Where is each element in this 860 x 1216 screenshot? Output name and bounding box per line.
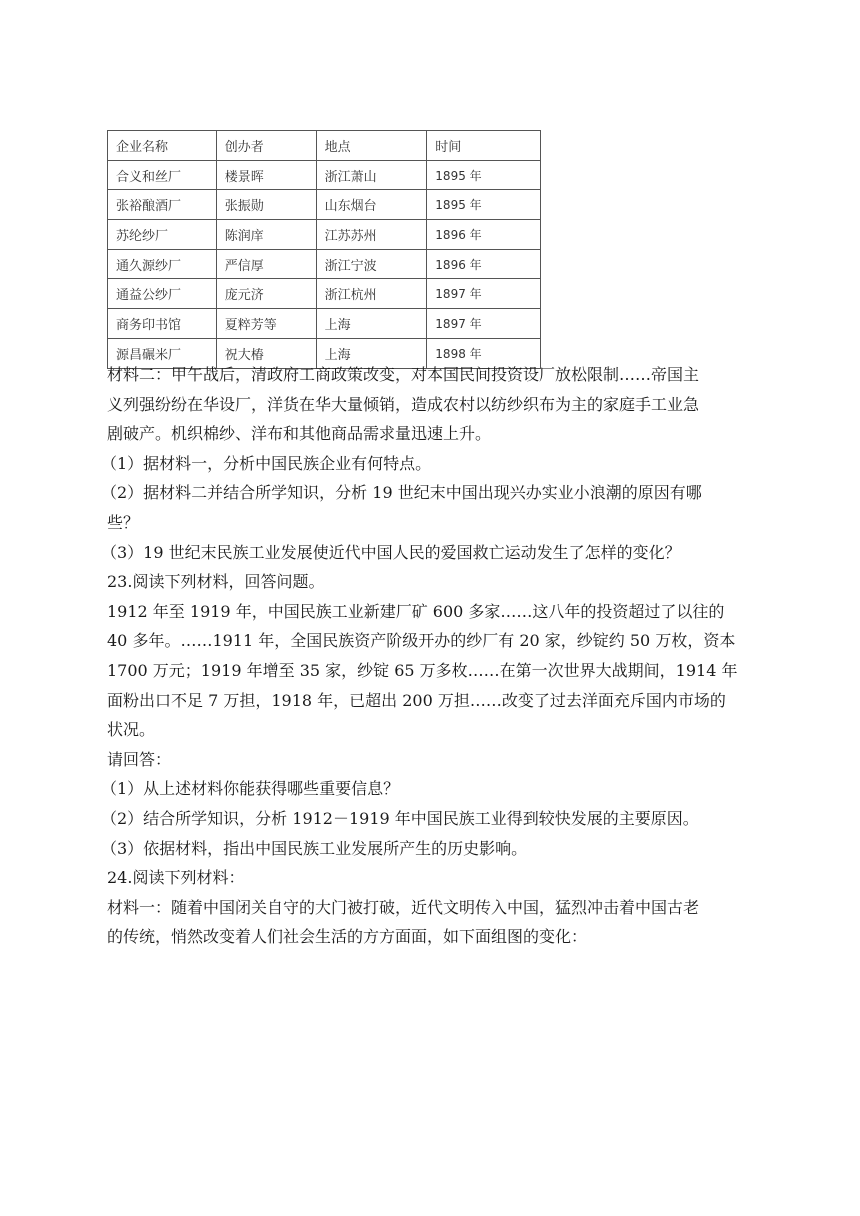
cell-enterprise-name: 通益公纱厂 xyxy=(108,279,217,309)
body-text xyxy=(101,360,757,952)
cell-enterprise-name: 商务印书馆 xyxy=(108,309,217,339)
table-row xyxy=(108,309,541,339)
cell-time: 1895 年 xyxy=(427,190,541,220)
cell-founder: 楼景晖 xyxy=(216,160,316,190)
cell-founder: 张振勋 xyxy=(216,190,316,220)
question-line: （1）从上述材料你能获得哪些重要信息？ xyxy=(101,779,400,799)
cell-location: 浙江萧山 xyxy=(316,160,427,190)
question-line: 些？ xyxy=(107,512,140,532)
cell-time: 1897 年 xyxy=(427,279,541,309)
header-location: 地点 xyxy=(316,131,427,161)
material-line: 1912 年至 1919 年，中国民族工业新建厂矿 600 多家……这八年的投资超过了以往的 xyxy=(107,601,725,621)
cell-founder: 夏粹芳等 xyxy=(216,309,316,339)
header-enterprise-name: 企业名称 xyxy=(108,131,217,161)
prompt-line: 请回答： xyxy=(107,749,172,769)
material-two-line: 材料二：甲午战后，清政府工商政策改变，对本国民间投资设厂放松限制……帝国主 xyxy=(107,365,700,384)
cell-enterprise-name: 张裕酿酒厂 xyxy=(108,190,217,220)
cell-location: 上海 xyxy=(316,309,427,339)
cell-enterprise-name: 源昌碾米厂 xyxy=(108,338,217,368)
question-line: （2）结合所学知识，分析 1912－1919 年中国民族工业得到较快发展的主要原因。 xyxy=(101,808,699,828)
cell-founder: 庞元济 xyxy=(216,279,316,309)
cell-location: 浙江宁波 xyxy=(316,249,427,279)
question-line: （3）依据材料，指出中国民族工业发展所产生的历史影响。 xyxy=(101,838,528,858)
question-line: （2）据材料二并结合所学知识，分析 19 世纪末中国出现兴办实业小浪潮的原因有哪 xyxy=(101,483,702,503)
cell-location: 上海 xyxy=(316,338,427,368)
cell-founder: 严信厚 xyxy=(216,249,316,279)
table-header-row xyxy=(108,131,541,161)
cell-location: 江苏苏州 xyxy=(316,220,427,250)
cell-enterprise-name: 合义和丝厂 xyxy=(108,160,217,190)
table-row xyxy=(108,190,541,220)
cell-time: 1896 年 xyxy=(427,220,541,250)
cell-founder: 陈润庠 xyxy=(216,220,316,250)
question-line: （1）据材料一，分析中国民族企业有何特点。 xyxy=(101,453,432,473)
cell-location: 浙江杭州 xyxy=(316,279,427,309)
section-heading: 23.阅读下列材料，回答问题。 xyxy=(107,572,325,592)
cell-time: 1896 年 xyxy=(427,249,541,279)
cell-founder: 祝大椿 xyxy=(216,338,316,368)
question-line: （3）19 世纪末民族工业发展使近代中国人民的爱国救亡运动发生了怎样的变化？ xyxy=(101,542,681,562)
material-line: 状况。 xyxy=(107,720,156,740)
cell-enterprise-name: 苏纶纱厂 xyxy=(108,220,217,250)
material-two-line: 义列强纷纷在华设厂，洋货在华大量倾销，造成农村以纺纱织布为主的家庭手工业急 xyxy=(107,394,700,414)
material-line: 的传统，悄然改变着人们社会生活的方方面面，如下面组图的变化： xyxy=(107,927,588,947)
header-time: 时间 xyxy=(427,131,541,161)
enterprise-table xyxy=(107,130,541,369)
table-row xyxy=(108,160,541,190)
cell-time: 1898 年 xyxy=(427,338,541,368)
material-line: 1700 万元；1919 年增至 35 家，纱锭 65 万多枚……在第一次世界大战期间，1914 年 xyxy=(107,660,738,680)
header-founder: 创办者 xyxy=(216,131,316,161)
cell-time: 1897 年 xyxy=(427,309,541,339)
cell-enterprise-name: 通久源纱厂 xyxy=(108,249,217,279)
material-line: 面粉出口不足 7 万担，1918 年，已超出 200 万担……改变了过去洋面充斥国内市场的 xyxy=(107,690,726,710)
cell-location: 山东烟台 xyxy=(316,190,427,220)
material-line: 材料一：随着中国闭关自守的大门被打破，近代文明传入中国，猛烈冲击着中国古老 xyxy=(107,897,700,917)
section-heading: 24.阅读下列材料： xyxy=(107,868,245,888)
table-row xyxy=(108,249,541,279)
material-line: 40 多年。……1911 年，全国民族资产阶级开办的纱厂有 20 家，纱锭约 50 万枚，资本 xyxy=(107,631,736,651)
material-two-line: 剧破产。机织棉纱、洋布和其他商品需求量迅速上升。 xyxy=(107,424,492,444)
table-row xyxy=(108,279,541,309)
cell-time: 1895 年 xyxy=(427,160,541,190)
table-row xyxy=(108,220,541,250)
